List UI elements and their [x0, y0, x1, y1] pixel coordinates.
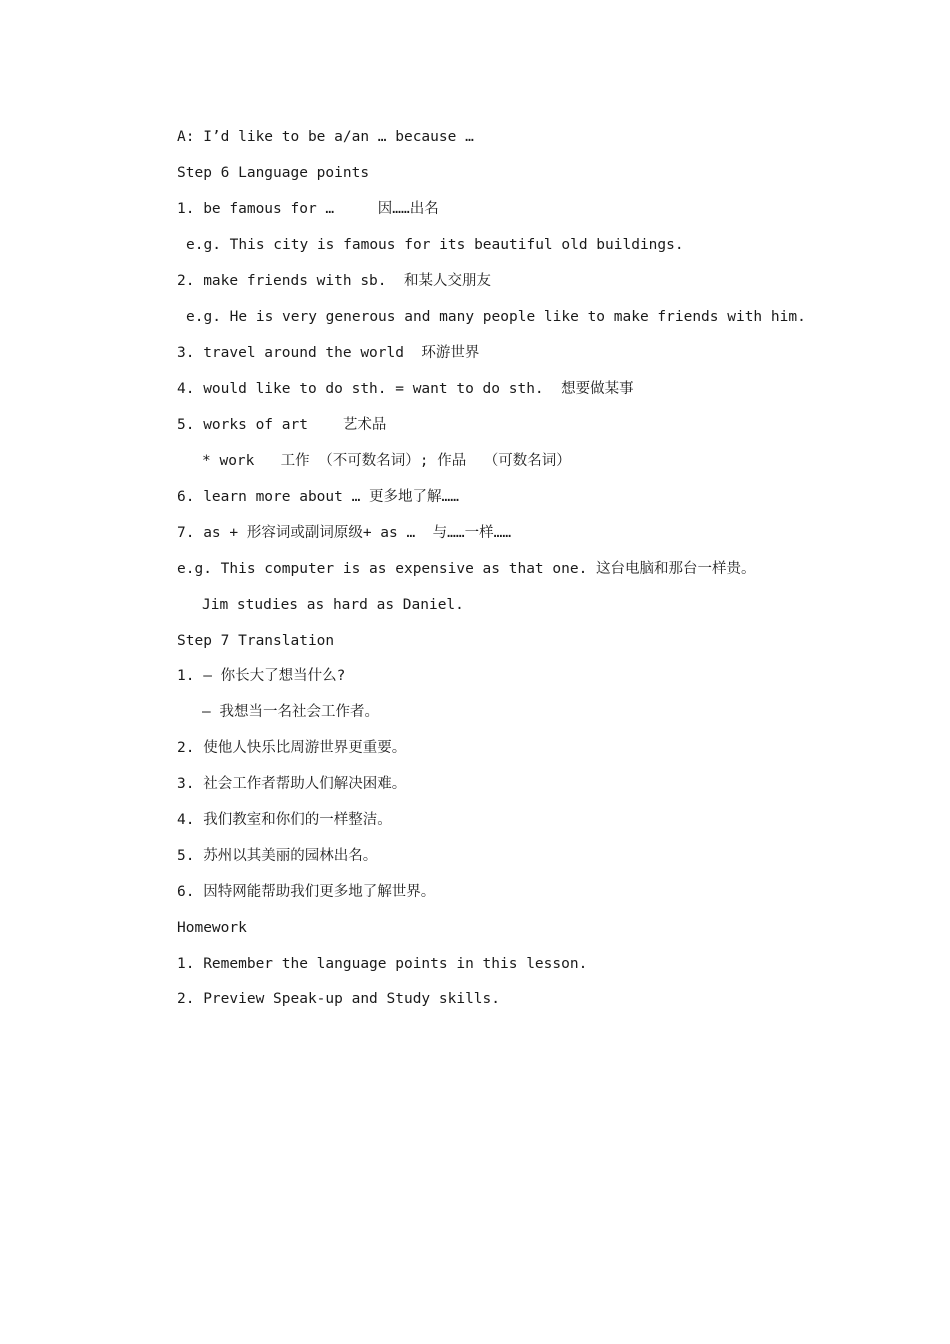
point-7: 7. as + 形容词或副词原级+ as … 与……一样…… [177, 525, 512, 541]
point-2-example: e.g. He is very generous and many people like to make friends with him. [186, 309, 806, 325]
point-5-note: * work 工作 （不可数名词）; 作品 （可数名词） [202, 453, 571, 469]
point-5: 5. works of art 艺术品 [177, 417, 387, 433]
translation-5: 5. 苏州以其美丽的园林出名。 [177, 848, 378, 864]
point-3: 3. travel around the world 环游世界 [177, 345, 480, 361]
point-1: 1. be famous for … 因……出名 [177, 201, 439, 217]
point-2: 2. make friends with sb. 和某人交朋友 [177, 273, 491, 289]
translation-1-answer: — 我想当一名社会工作者。 [202, 704, 379, 720]
translation-6: 6. 因特网能帮助我们更多地了解世界。 [177, 884, 436, 900]
translation-1: 1. — 你长大了想当什么? [177, 668, 346, 684]
step7-heading: Step 7 Translation [177, 633, 335, 649]
point-7-example-1: e.g. This computer is as expensive as that one. 这台电脑和那台一样贵。 [177, 561, 756, 577]
translation-3: 3. 社会工作者帮助人们解决困难。 [177, 776, 407, 792]
answer-pattern-line: A: I’d like to be a/an … because … [177, 129, 474, 145]
point-4: 4. would like to do sth. = want to do sth. 想要做某事 [177, 381, 634, 397]
point-7-example-2: Jim studies as hard as Daniel. [202, 597, 464, 613]
step6-heading: Step 6 Language points [177, 165, 370, 181]
point-1-example: e.g. This city is famous for its beautiful old buildings. [186, 237, 684, 253]
translation-4: 4. 我们教室和你们的一样整洁。 [177, 812, 392, 828]
homework-1: 1. Remember the language points in this lesson. [177, 956, 588, 972]
point-6: 6. learn more about … 更多地了解…… [177, 489, 460, 505]
translation-2: 2. 使他人快乐比周游世界更重要。 [177, 740, 407, 756]
homework-heading: Homework [177, 920, 247, 936]
homework-2: 2. Preview Speak-up and Study skills. [177, 991, 501, 1007]
